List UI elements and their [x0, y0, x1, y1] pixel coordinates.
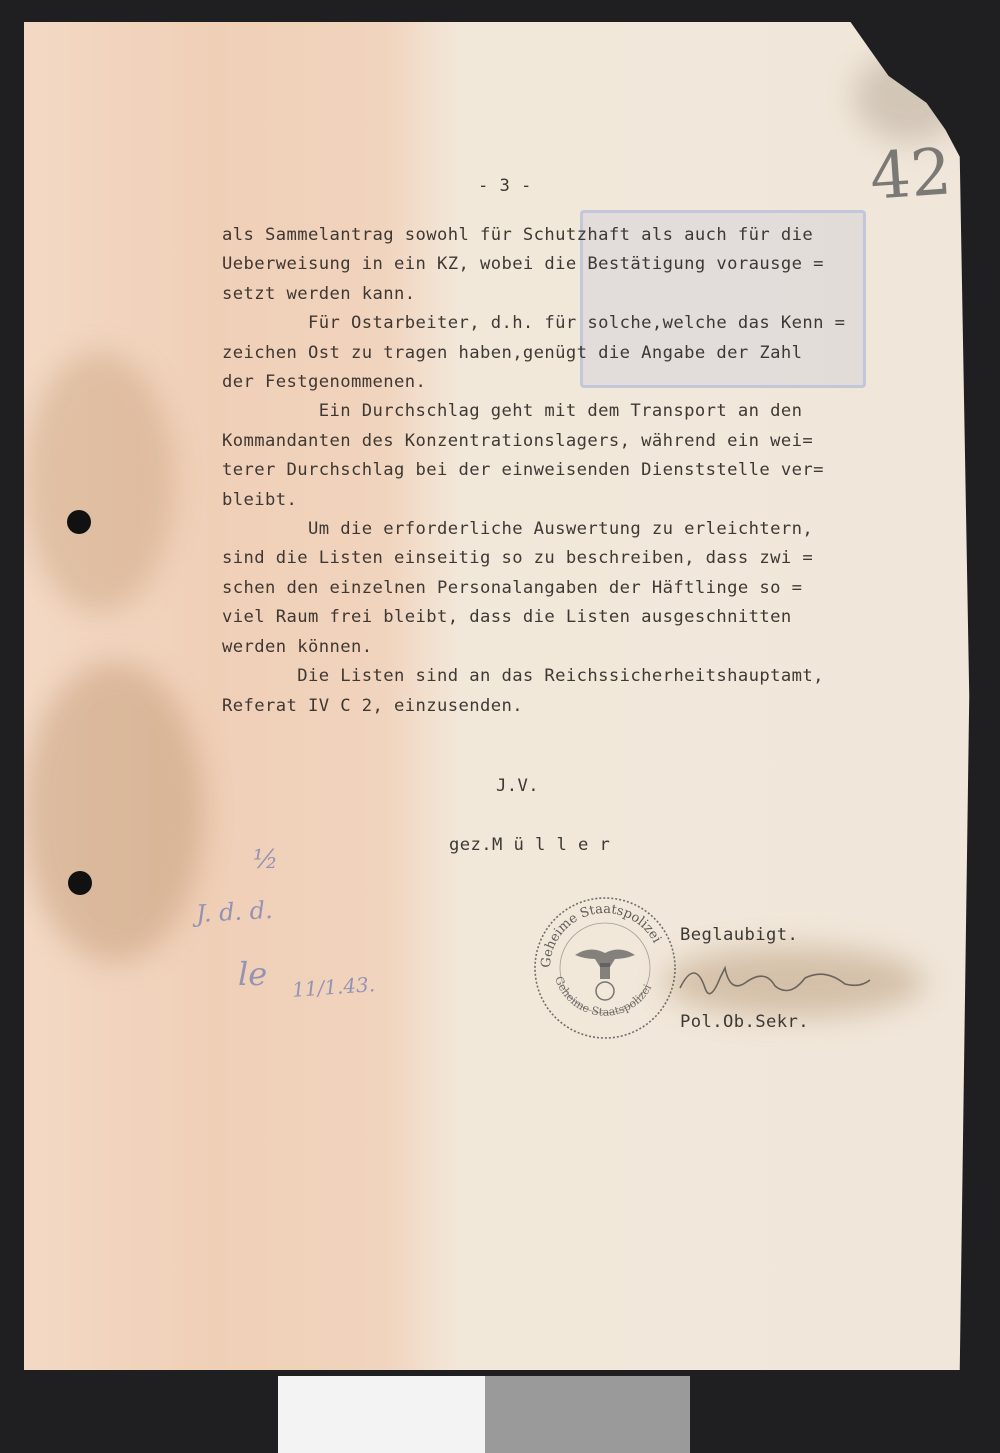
in-lieu-line: J.V. — [496, 776, 539, 796]
body-line: als Sammelantrag sowohl für Schutzhaft als auch für die — [222, 225, 814, 245]
body-line: Kommandanten des Konzentrationslagers, während ein wei= — [222, 430, 814, 451]
pencil-note: ½ — [253, 845, 279, 875]
body-line: der Festgenommenen. — [222, 372, 427, 393]
body-text — [222, 221, 845, 721]
body-line: Ueberweisung in ein KZ, wobei die Bestätigung vorausge = — [222, 254, 824, 275]
body-line: bleibt. — [222, 489, 298, 510]
burn-stain — [24, 662, 204, 962]
punch-hole — [67, 510, 91, 534]
page-number: - 3 - — [478, 176, 532, 196]
body-line: Um die erforderliche Auswertung zu erleichtern, — [307, 519, 814, 540]
body-line: terer Durchschlag bei der einweisenden Dienststelle ver= — [222, 460, 824, 481]
body-line: Die Listen sind an das Reichssicherheitshauptamt, — [297, 666, 824, 687]
body-line: schen den einzelnen Personalangaben der Häftlinge so = — [222, 577, 803, 598]
body-line: setzt werden kann. — [222, 283, 416, 304]
body-line: sind die Listen einseitig so zu beschreiben, dass zwi = — [222, 548, 814, 569]
official-seal-icon — [530, 893, 680, 1043]
body-line: viel Raum frei bleibt, dass die Listen ausgeschnitten — [222, 607, 792, 628]
body-line: Referat IV C 2, einzusenden. — [222, 695, 523, 716]
pencil-note: 11/1.43. — [291, 972, 376, 1002]
archive-page-number: 42 — [867, 135, 954, 215]
body-line: Ein Durchschlag geht mit dem Transport an den — [318, 401, 803, 422]
water-stain — [24, 352, 174, 612]
official-rank: Pol.Ob.Sekr. — [680, 1012, 809, 1032]
handwritten-signature — [675, 948, 875, 1018]
signature-line: gez.M ü l l e r — [449, 835, 611, 855]
scan-color-strip-grey — [485, 1376, 690, 1453]
punch-hole — [68, 871, 92, 895]
certified-label: Beglaubigt. — [680, 925, 799, 945]
body-line: Für Ostarbeiter, d.h. für solche,welche das Kenn = — [307, 313, 846, 334]
pencil-note: J. d. d. — [195, 896, 274, 928]
corner-damage — [854, 52, 964, 142]
svg-text:Geheime Staatspolizei: Geheime Staatspolizei — [538, 901, 665, 969]
scan-color-strip-white — [278, 1376, 485, 1453]
pencil-note: le — [238, 955, 268, 993]
body-line: zeichen Ost zu tragen haben,genügt die Angabe der Zahl — [222, 342, 803, 363]
body-line: werden können. — [222, 636, 373, 657]
svg-text:Geheime Staatspolizei: Geheime Staatspolizei — [552, 974, 655, 1019]
